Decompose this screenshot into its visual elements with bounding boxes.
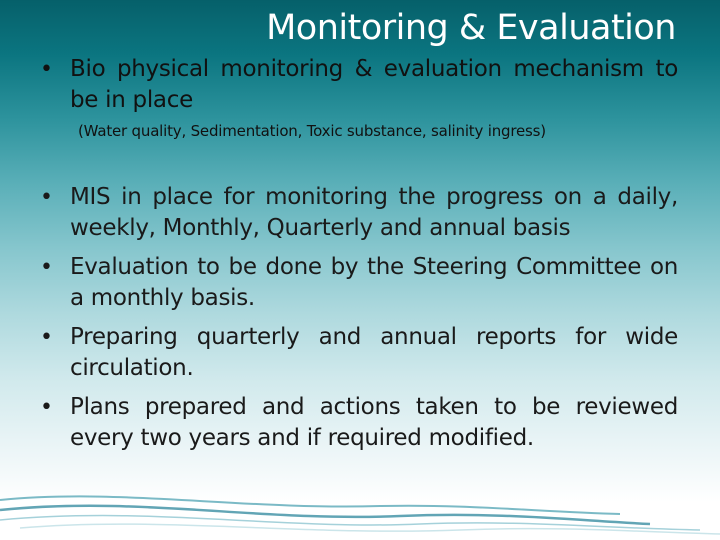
bullet-list xyxy=(36,54,678,454)
bullet-text: Preparing quarterly and annual reports for wide circulation. xyxy=(70,324,678,381)
bullet-dot-icon: • xyxy=(40,57,53,82)
bullet-item xyxy=(36,392,678,454)
bullet-dot-icon: • xyxy=(40,395,53,420)
bullet-dot-icon: • xyxy=(40,255,53,280)
bullet-text: Plans prepared and actions taken to be reviewed every two years and if required modified. xyxy=(70,394,678,451)
bullet-item xyxy=(36,54,678,142)
bullet-dot-icon: • xyxy=(40,185,53,210)
decorative-wave-lines xyxy=(0,480,720,540)
bullet-item xyxy=(36,252,678,314)
slide-title: Monitoring & Evaluation xyxy=(266,8,676,48)
bullet-item xyxy=(36,182,678,244)
bullet-text: MIS in place for monitoring the progress on a daily, weekly, Monthly, Quarterly and annual basis xyxy=(70,184,678,241)
bullet-text: Evaluation to be done by the Steering Committee on a monthly basis. xyxy=(70,254,678,311)
bullet-item xyxy=(36,322,678,384)
bullet-dot-icon: • xyxy=(40,325,53,350)
bullet-text: Bio physical monitoring & evaluation mechanism to be in place xyxy=(70,56,678,113)
bullet-subtext: (Water quality, Sedimentation, Toxic substance, salinity ingress) xyxy=(78,122,546,140)
